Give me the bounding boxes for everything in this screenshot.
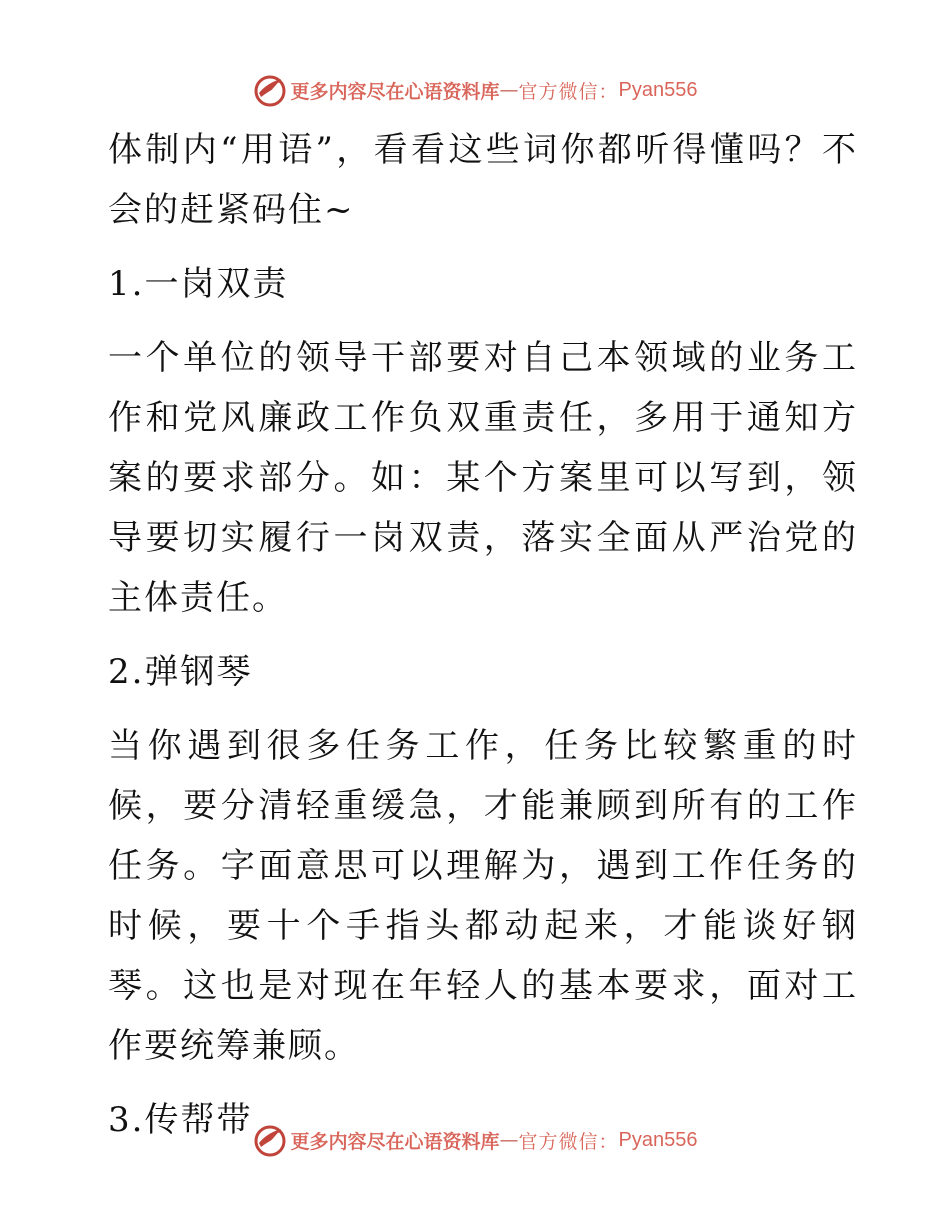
banner-slogan: 更多内容尽在心语资料库	[290, 80, 500, 103]
pen-logo-icon	[253, 73, 287, 107]
banner-slogan: 更多内容尽在心语资料库	[290, 1130, 500, 1153]
banner-separator: —	[499, 79, 519, 101]
section-body: 一个单位的领导干部要对自己本领域的业务工作和党风廉政工作负双重责任，多用于通知方案的要求部分。如：某个方案里可以写到，领导要切实履行一岗双责，落实全面从严治党的主体责任。	[108, 338, 858, 618]
section-heading: 2.弹钢琴	[108, 652, 253, 692]
section-heading: 1.一岗双责	[108, 264, 289, 304]
section-heading: 3.传帮带	[108, 1100, 253, 1140]
header-banner	[0, 70, 950, 110]
footer-banner	[0, 1120, 950, 1160]
banner-wechat-label: 官方微信：	[518, 80, 619, 103]
banner-wechat-id: Pyan556	[618, 1128, 698, 1151]
pen-logo-icon	[253, 1123, 287, 1157]
banner-separator: —	[499, 1129, 519, 1151]
intro-paragraph: 体制内“用语”，看看这些词你都听得懂吗？不会的赶紧码住~	[108, 130, 858, 230]
banner-wechat-id: Pyan556	[618, 78, 698, 101]
document-body	[98, 120, 858, 1164]
banner-wechat-label: 官方微信：	[518, 1130, 619, 1153]
section-body: 当你遇到很多任务工作，任务比较繁重的时候，要分清轻重缓急，才能兼顾到所有的工作任务。字面意思可以理解为，遇到工作任务的时候，要十个手指头都动起来，才能谈好钢琴。这也是对现在年轻人的基本要求，面对工作要统筹兼顾。	[108, 726, 858, 1066]
